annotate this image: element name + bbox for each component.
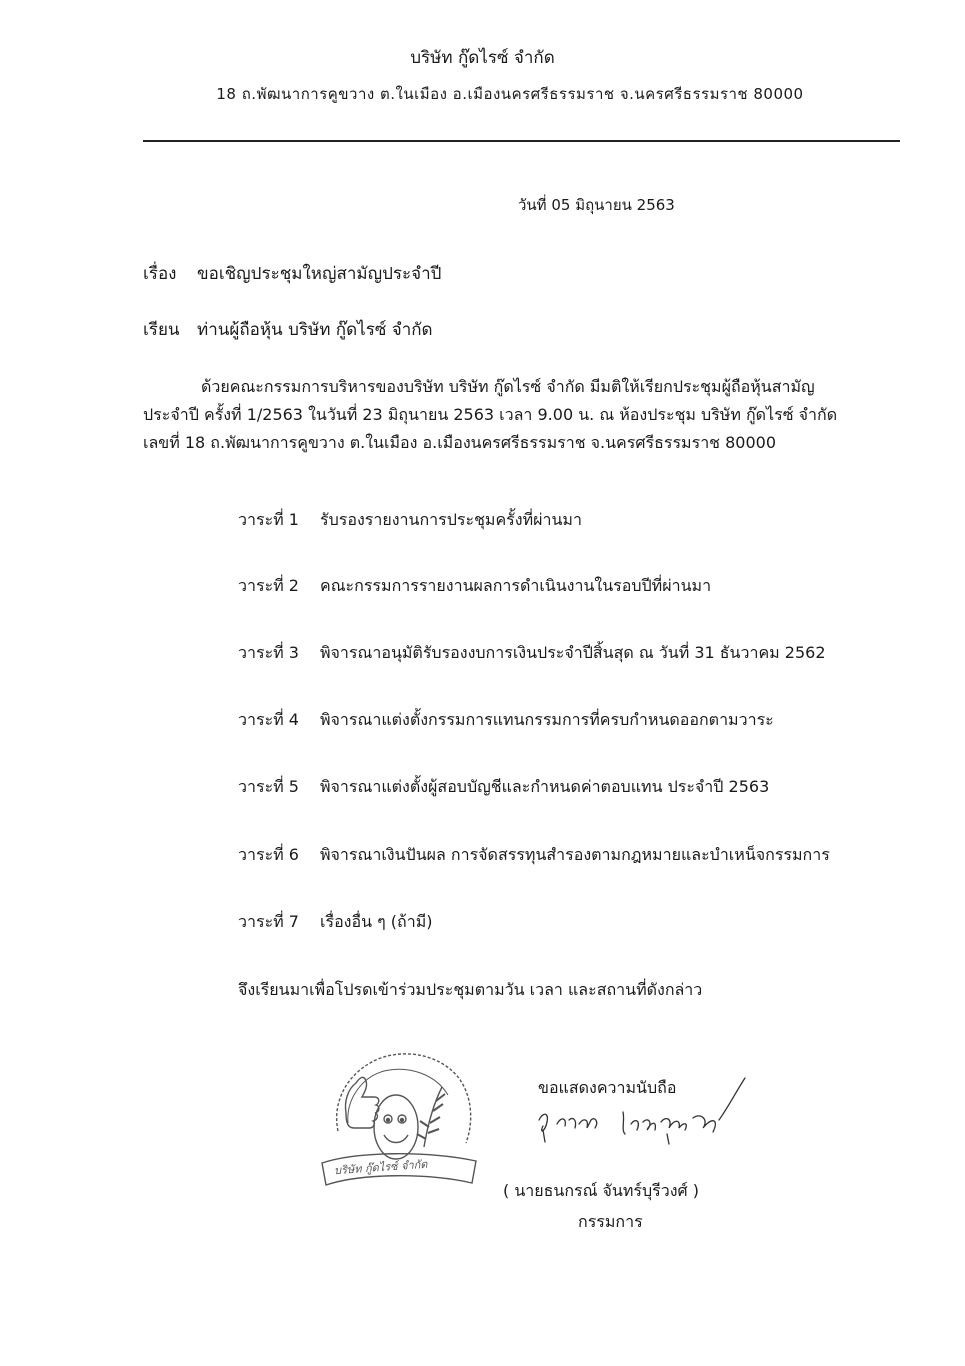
- agenda-text: พิจารณาเงินปันผล การจัดสรรทุนสำรองตามกฎหมายและบำเหน็จกรรมการ: [320, 845, 830, 864]
- recipient-line: [143, 316, 433, 343]
- agenda-number: วาระที่ 5: [238, 777, 299, 796]
- agenda-number: วาระที่ 4: [238, 710, 299, 729]
- subject-label: เรื่อง: [143, 264, 177, 284]
- agenda-number: วาระที่ 2: [238, 576, 299, 595]
- agenda-item-6: [238, 843, 830, 868]
- letter-date: วันที่ 05 มิถุนายน 2563: [518, 196, 675, 214]
- agenda-item-7: [238, 910, 433, 935]
- agenda-item-1: [238, 508, 582, 533]
- header-divider: [143, 140, 900, 142]
- seal-banner-text: บริษัท กู๊ดไรซ์ จำกัด: [333, 1157, 428, 1178]
- body-line: เลขที่ 18 ถ.พัฒนาการคูขวาง ต.ในเมือง อ.เมืองนครศรีธรรมราช จ.นครศรีธรรมราช 80000: [143, 433, 777, 452]
- signer-position: กรรมการ: [578, 1212, 643, 1231]
- agenda-text: พิจารณาอนุมัติรับรองงบการเงินประจำปีสิ้นสุด ณ วันที่ 31 ธันวาคม 2562: [320, 643, 826, 662]
- agenda-number: วาระที่ 7: [238, 912, 299, 931]
- body-line: ประจำปี ครั้งที่ 1/2563 ในวันที่ 23 มิถุนายน 2563 เวลา 9.00 น. ณ ห้องประชุม บริษัท กู๊ดไรซ์ จำกัด: [143, 405, 838, 424]
- agenda-text: รับรองรายงานการประชุมครั้งที่ผ่านมา: [320, 510, 582, 529]
- company-address: 18 ถ.พัฒนาการคูขวาง ต.ในเมือง อ.เมืองนครศรีธรรมราช จ.นครศรีธรรมราช 80000: [216, 85, 804, 103]
- regards-text: ขอแสดงความนับถือ: [538, 1078, 677, 1097]
- subject-text: ขอเชิญประชุมใหญ่สามัญประจำปี: [197, 264, 442, 284]
- agenda-text: พิจารณาแต่งตั้งผู้สอบบัญชีและกำหนดค่าตอบแทน ประจำปี 2563: [320, 777, 770, 796]
- signer-name: ( นายธนกรณ์ จันทร์บุรีวงศ์ ): [503, 1181, 700, 1200]
- agenda-number: วาระที่ 1: [238, 510, 299, 529]
- agenda-item-5: [238, 775, 769, 800]
- agenda-number: วาระที่ 6: [238, 845, 299, 864]
- agenda-text: พิจารณาแต่งตั้งกรรมการแทนกรรมการที่ครบกำหนดออกตามวาระ: [320, 710, 774, 729]
- closing-sentence: จึงเรียนมาเพื่อโปรดเข้าร่วมประชุมตามวัน เวลา และสถานที่ดังกล่าว: [238, 980, 703, 999]
- agenda-item-2: [238, 574, 711, 599]
- company-name: บริษัท กู๊ดไรซ์ จำกัด: [410, 48, 555, 68]
- handwritten-signature: [533, 1072, 753, 1152]
- body-line: ด้วยคณะกรรมการบริหารของบริษัท บริษัท กู๊ดไรซ์ จำกัด มีมติให้เรียกประชุมผู้ถือหุ้นสามัญ: [201, 377, 815, 396]
- recipient-text: ท่านผู้ถือหุ้น บริษัท กู๊ดไรซ์ จำกัด: [197, 320, 433, 340]
- agenda-text: เรื่องอื่น ๆ (ถ้ามี): [320, 912, 433, 931]
- recipient-label: เรียน: [143, 320, 180, 340]
- agenda-text: คณะกรรมการรายงานผลการดำเนินงานในรอบปีที่ผ่านมา: [320, 576, 712, 595]
- subject-line: [143, 260, 441, 287]
- agenda-item-4: [238, 708, 774, 733]
- agenda-number: วาระที่ 3: [238, 643, 299, 662]
- body-paragraph: [143, 373, 888, 457]
- agenda-item-3: [238, 641, 826, 666]
